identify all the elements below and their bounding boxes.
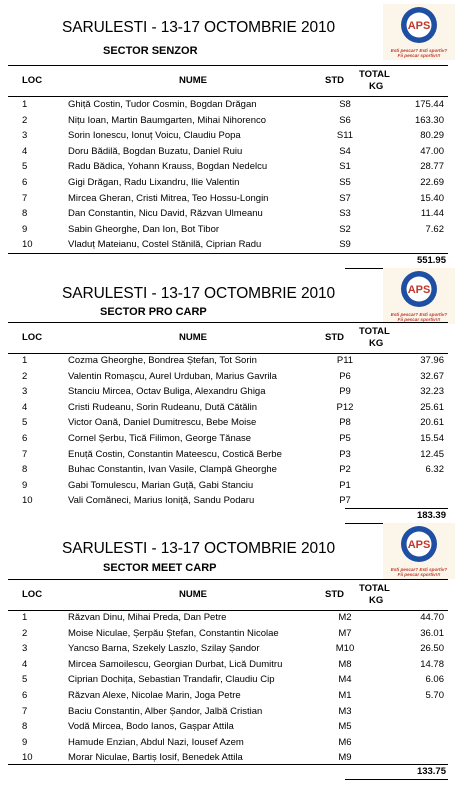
table-row xyxy=(8,144,448,160)
aps-logo xyxy=(383,523,455,579)
row-kg: 15.40 xyxy=(420,192,444,204)
row-team-names: Victor Oană, Daniel Dumitrescu, Bebe Moise xyxy=(68,417,257,429)
table-row xyxy=(8,672,448,688)
section-total: 133.75 xyxy=(416,766,446,777)
row-std: M1 xyxy=(338,690,352,701)
row-team-names: Hamude Enzian, Abdul Nazi, Iousef Azem xyxy=(68,736,244,748)
table-row xyxy=(8,447,448,463)
row-team-names: Ciprian Dochița, Sebastian Trandafir, Claudiu Cip xyxy=(68,674,275,686)
row-team-names: Radu Bădica, Yohann Krauss, Bogdan Nedelcu xyxy=(68,161,268,173)
sector-name: SECTOR SENZOR xyxy=(103,45,198,57)
table-header xyxy=(8,322,448,354)
row-loc: 7 xyxy=(22,192,28,204)
logo-tagline: Esti pescar? Esti sportiv? xyxy=(390,312,448,317)
row-std: P2 xyxy=(339,464,351,476)
logo-text: APS xyxy=(407,284,431,296)
row-kg: 14.78 xyxy=(420,658,444,670)
row-loc: 4 xyxy=(22,145,28,157)
row-std: P11 xyxy=(336,355,354,366)
row-loc: 9 xyxy=(22,479,28,491)
section-title: SARULESTI - 13-17 OCTOMBRIE 2010 xyxy=(62,285,336,302)
row-kg: 47.00 xyxy=(420,145,444,157)
row-loc: 5 xyxy=(22,417,28,429)
logo-tagline: Esti pescar? Esti sportiv? xyxy=(390,567,448,572)
row-std: M8 xyxy=(338,658,352,670)
header-kg: KG xyxy=(369,81,384,92)
table-row xyxy=(8,128,448,144)
header-loc: LOC xyxy=(22,75,43,86)
aps-emblem-icon xyxy=(383,4,455,46)
table-row xyxy=(8,222,448,238)
row-std: M6 xyxy=(338,736,352,748)
row-team-names: Răzvan Dinu, Mihai Preda, Dan Petre xyxy=(68,612,227,623)
section-title: SARULESTI - 13-17 OCTOMBRIE 2010 xyxy=(62,540,336,557)
row-std: M3 xyxy=(338,705,352,717)
table-row xyxy=(8,719,448,735)
row-std: P5 xyxy=(339,433,351,444)
row-team-names: Mircea Samoilescu, Georgian Durbat, Lică Dumitru xyxy=(68,658,283,670)
row-loc: 7 xyxy=(22,448,28,460)
row-loc: 10 xyxy=(22,495,33,507)
row-team-names: Ghiță Costin, Tudor Cosmin, Bogdan Drăgan xyxy=(68,99,257,110)
row-std: P8 xyxy=(339,417,351,429)
row-team-names: Moise Niculae, Șerpău Ștefan, Constantin Nicolae xyxy=(68,627,279,639)
row-loc: 8 xyxy=(22,464,28,476)
aps-emblem-icon xyxy=(383,268,455,310)
row-kg: 175.44 xyxy=(414,99,444,110)
row-team-names: Sorin Ionescu, Ionuț Voicu, Claudiu Popa xyxy=(68,130,241,142)
row-std: P6 xyxy=(339,370,351,382)
row-loc: 4 xyxy=(22,658,28,670)
section-title: SARULESTI - 13-17 OCTOMBRIE 2010 xyxy=(62,19,336,36)
row-std: S2 xyxy=(339,223,351,235)
row-kg: 26.50 xyxy=(420,643,444,655)
row-std: P9 xyxy=(339,386,351,398)
row-team-names: Buhac Constantin, Ivan Vasile, Clampă Gheorghe xyxy=(68,464,277,476)
table-row xyxy=(8,688,448,704)
header-loc: LOC xyxy=(22,332,43,343)
row-team-names: Baciu Constantin, Alber Șandor, Jalbă Cristian xyxy=(68,705,263,717)
row-std: S3 xyxy=(339,208,351,220)
row-loc: 3 xyxy=(22,643,28,655)
row-kg: 22.69 xyxy=(420,177,444,188)
logo-tagline: Esti pescar? Esti sportiv? xyxy=(390,48,448,53)
row-std: M2 xyxy=(338,612,352,623)
header-std: STD xyxy=(325,332,344,343)
table-row xyxy=(8,493,448,509)
table-row xyxy=(8,191,448,207)
sector-name: SECTOR PRO CARP xyxy=(100,306,207,318)
header-kg: KG xyxy=(369,595,384,606)
row-kg: 163.30 xyxy=(414,114,444,126)
row-kg: 6.06 xyxy=(425,674,444,686)
section-total: 183.39 xyxy=(416,510,446,521)
table-row xyxy=(8,237,448,253)
row-kg: 44.70 xyxy=(420,612,444,623)
header-total: TOTAL xyxy=(359,583,390,594)
header-nume: NUME xyxy=(179,75,207,86)
aps-logo xyxy=(383,4,455,60)
row-loc: 6 xyxy=(22,433,28,444)
row-std: P7 xyxy=(339,495,351,507)
row-team-names: Yancso Barna, Szekely Laszlo, Szilay Șandor xyxy=(68,643,260,655)
row-team-names: Gigi Drăgan, Radu Lixandru, Ilie Valentin xyxy=(68,177,240,188)
row-team-names: Vali Comăneci, Marius Ioniță, Sandu Podaru xyxy=(68,495,255,507)
table-row xyxy=(8,431,448,447)
row-std: S9 xyxy=(339,239,351,251)
row-std: S5 xyxy=(339,177,351,188)
table-header xyxy=(8,579,448,611)
table-row xyxy=(8,657,448,673)
row-loc: 7 xyxy=(22,705,28,717)
logo-tagline: Fii pescar sportiv!!! xyxy=(397,53,441,58)
table-row xyxy=(8,626,448,642)
row-loc: 3 xyxy=(22,386,28,398)
row-team-names: Morar Niculae, Bartiș Iosif, Benedek Attila xyxy=(68,752,243,764)
row-loc: 2 xyxy=(22,114,28,126)
table-row xyxy=(8,353,448,369)
row-kg: 32.23 xyxy=(420,386,444,398)
logo-tagline: Fii pescar sportiv!!! xyxy=(397,317,441,322)
row-kg: 28.77 xyxy=(420,161,444,173)
table-row xyxy=(8,384,448,400)
row-loc: 2 xyxy=(22,370,28,382)
header-std: STD xyxy=(325,75,344,86)
table-row xyxy=(8,113,448,129)
section-total: 551.95 xyxy=(416,255,446,266)
table-row xyxy=(8,415,448,431)
row-kg: 37.96 xyxy=(420,355,444,366)
table-row xyxy=(8,159,448,175)
row-loc: 1 xyxy=(22,355,28,366)
row-kg: 12.45 xyxy=(420,448,444,460)
row-team-names: Nițu Ioan, Martin Baumgarten, Mihai Nihorenco xyxy=(68,114,267,126)
row-std: S8 xyxy=(339,99,351,110)
row-kg: 7.62 xyxy=(425,223,444,235)
header-kg: KG xyxy=(369,338,384,349)
row-kg: 20.61 xyxy=(420,417,444,429)
table-row xyxy=(8,175,448,191)
row-kg: 6.32 xyxy=(425,464,444,476)
logo-text: APS xyxy=(407,539,431,551)
total-divider xyxy=(8,253,448,254)
row-kg: 80.29 xyxy=(420,130,444,142)
row-std: M10 xyxy=(335,643,355,655)
row-kg: 11.44 xyxy=(420,208,444,220)
row-loc: 5 xyxy=(22,674,28,686)
row-team-names: Mircea Gheran, Cristi Mitrea, Teo Hossu-Longin xyxy=(68,192,269,204)
aps-emblem-icon xyxy=(383,523,455,565)
row-std: S4 xyxy=(339,145,351,157)
row-kg: 32.67 xyxy=(420,370,444,382)
row-loc: 10 xyxy=(22,239,33,251)
row-std: P3 xyxy=(339,448,351,460)
table-row xyxy=(8,704,448,720)
row-loc: 8 xyxy=(22,721,28,733)
row-loc: 10 xyxy=(22,752,33,764)
row-std: P1 xyxy=(339,479,351,491)
row-kg: 5.70 xyxy=(425,690,444,701)
row-team-names: Vodă Mircea, Bodo Ianos, Gașpar Attila xyxy=(68,721,234,733)
row-loc: 6 xyxy=(22,690,28,701)
row-team-names: Răzvan Alexe, Nicolae Marin, Joga Petre xyxy=(68,690,241,701)
row-team-names: Cozma Gheorghe, Bondrea Ștefan, Tot Sorin xyxy=(68,355,257,366)
row-team-names: Cornel Șerbu, Tică Filimon, George Tănase xyxy=(68,433,252,444)
logo-text: APS xyxy=(407,20,431,32)
row-std: S7 xyxy=(339,192,351,204)
table-row xyxy=(8,462,448,478)
row-std: M9 xyxy=(338,752,352,764)
row-loc: 6 xyxy=(22,177,28,188)
row-loc: 4 xyxy=(22,401,28,413)
header-total: TOTAL xyxy=(359,326,390,337)
aps-logo xyxy=(383,268,455,324)
logo-tagline: Fii pescar sportiv!!! xyxy=(397,572,441,577)
total-divider xyxy=(345,508,448,509)
header-total: TOTAL xyxy=(359,69,390,80)
row-loc: 9 xyxy=(22,736,28,748)
total-underline xyxy=(345,779,448,780)
row-std: S11 xyxy=(336,130,354,142)
row-loc: 1 xyxy=(22,99,28,110)
table-row xyxy=(8,641,448,657)
row-std: M4 xyxy=(338,674,352,686)
table-row xyxy=(8,369,448,385)
table-header xyxy=(8,65,448,97)
row-loc: 5 xyxy=(22,161,28,173)
row-loc: 8 xyxy=(22,208,28,220)
row-team-names: Dan Constantin, Nicu David, Răzvan Ulmeanu xyxy=(68,208,263,220)
sector-name: SECTOR MEET CARP xyxy=(103,562,217,574)
header-std: STD xyxy=(325,589,344,600)
row-std: P12 xyxy=(336,401,354,413)
header-loc: LOC xyxy=(22,589,43,600)
row-std: M7 xyxy=(338,627,352,639)
header-nume: NUME xyxy=(179,332,207,343)
row-std: M5 xyxy=(338,721,352,733)
row-std: S1 xyxy=(339,161,351,173)
header-nume: NUME xyxy=(179,589,207,600)
row-team-names: Valentin Romașcu, Aurel Urduban, Marius Gavrila xyxy=(68,370,277,382)
table-row xyxy=(8,735,448,751)
row-loc: 3 xyxy=(22,130,28,142)
row-team-names: Stanciu Mircea, Octav Buliga, Alexandru Ghiga xyxy=(68,386,266,398)
total-divider xyxy=(8,764,448,765)
row-team-names: Enuță Costin, Constantin Mateescu, Costică Berbe xyxy=(68,448,282,460)
row-team-names: Sabin Gheorghe, Dan Ion, Bot Tibor xyxy=(68,223,220,235)
row-loc: 2 xyxy=(22,627,28,639)
row-std: S6 xyxy=(339,114,351,126)
table-row xyxy=(8,610,448,626)
table-row xyxy=(8,97,448,113)
row-team-names: Vladuț Mateianu, Costel Stănilă, Ciprian Radu xyxy=(68,239,262,251)
table-row xyxy=(8,206,448,222)
row-team-names: Cristi Rudeanu, Sorin Rudeanu, Dută Cătălin xyxy=(68,401,258,413)
row-kg: 15.54 xyxy=(420,433,444,444)
row-kg: 25.61 xyxy=(420,401,444,413)
table-row xyxy=(8,400,448,416)
row-team-names: Doru Bădilă, Bogdan Buzatu, Daniel Ruiu xyxy=(68,145,243,157)
row-team-names: Gabi Tomulescu, Marian Guță, Gabi Stanciu xyxy=(68,479,254,491)
row-kg: 36.01 xyxy=(420,627,444,639)
table-row xyxy=(8,478,448,494)
row-loc: 9 xyxy=(22,223,28,235)
row-loc: 1 xyxy=(22,612,28,623)
